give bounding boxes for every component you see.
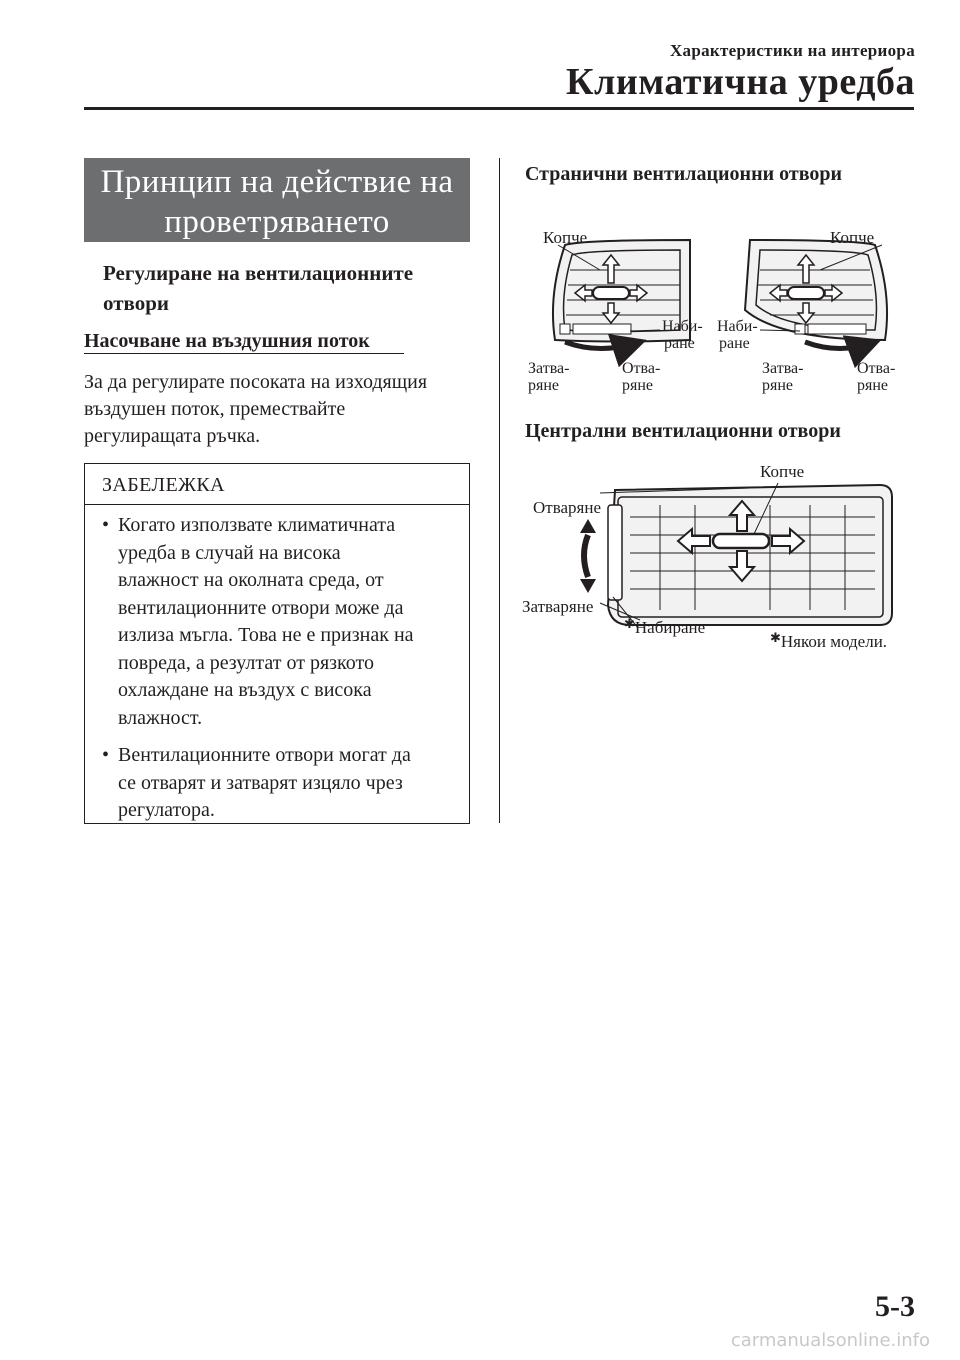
center-open-label: Отваряне bbox=[533, 498, 602, 517]
paragraph-line: въздушен поток, премествайте bbox=[84, 398, 346, 420]
airflow-heading: Насочване на въздушния поток bbox=[84, 330, 370, 352]
center-dial-label bbox=[624, 618, 705, 638]
right-open-label-line-2: ряне bbox=[857, 377, 889, 394]
header-rule bbox=[84, 107, 914, 110]
note-line: охлаждане на въздух с висока bbox=[118, 679, 372, 701]
right-side-vent-drawing bbox=[745, 240, 887, 349]
paragraph-line: За да регулирате посоката на изходящия bbox=[84, 371, 428, 393]
note-line: уредба в случай на висока bbox=[118, 541, 341, 564]
section-banner bbox=[84, 158, 470, 242]
left-close-label-line-1: Затва- bbox=[528, 360, 570, 377]
note-item bbox=[102, 742, 462, 825]
section-banner-line-2: проветряването bbox=[164, 204, 390, 240]
bullet: • bbox=[102, 514, 110, 536]
left-dial-label-line-2: ране bbox=[664, 335, 695, 352]
note-line: влажност на околната среда, от bbox=[118, 569, 384, 591]
right-dial-label bbox=[717, 318, 758, 352]
airflow-heading-underline bbox=[84, 353, 404, 354]
right-open-label-line-1: Отва- bbox=[857, 360, 896, 377]
running-section-label: Характеристики на интериора bbox=[669, 41, 915, 60]
right-dial-label-line-2: ране bbox=[719, 335, 750, 352]
subheading-line-1: Регулиране на вентилационните bbox=[103, 261, 414, 285]
left-dial-label-line-1: Наби- bbox=[662, 318, 703, 335]
note-line: повреда, а резултат от рязкото bbox=[118, 651, 374, 674]
paragraph-line: регулиращата ръчка. bbox=[84, 425, 261, 447]
some-models-text: Някои модели. bbox=[780, 632, 888, 651]
left-knob-label: Копче bbox=[543, 228, 588, 247]
center-vent-drawing bbox=[580, 483, 892, 628]
note-box bbox=[84, 463, 470, 824]
airflow-paragraph bbox=[84, 369, 474, 450]
right-knob-label: Копче bbox=[830, 228, 875, 247]
note-line: Вентилационните отвори могат да bbox=[118, 744, 411, 766]
page-number: 5-3 bbox=[875, 1290, 915, 1323]
section-banner-line-1: Принцип на действие на bbox=[100, 164, 454, 200]
note-line: вентилационните отвори може да bbox=[118, 596, 404, 619]
left-close-label bbox=[528, 360, 569, 394]
note-line: влажност. bbox=[118, 706, 203, 729]
note-line: излиза мъгла. Това не е признак на bbox=[118, 624, 414, 646]
some-models-note bbox=[770, 632, 887, 652]
subheading-line-2: отвори bbox=[103, 291, 170, 315]
running-section-title: Климатична уредба bbox=[565, 61, 915, 103]
asterisk-icon: ✱ bbox=[770, 630, 781, 645]
center-close-label: Затваряне bbox=[522, 597, 594, 616]
bullet: • bbox=[102, 744, 110, 766]
center-knob-label: Копче bbox=[760, 462, 805, 481]
note-list bbox=[102, 512, 462, 835]
right-close-label bbox=[762, 360, 803, 394]
right-dial-label-line-1: Наби- bbox=[717, 318, 758, 335]
center-dial-label-text: Набиране bbox=[634, 618, 706, 637]
right-close-label-line-1: Затва- bbox=[762, 360, 804, 377]
column-divider bbox=[499, 158, 500, 823]
center-vents-illustration bbox=[520, 455, 920, 655]
center-vents-heading: Централни вентилационни отвори bbox=[525, 420, 841, 442]
left-open-label-line-2: ряне bbox=[622, 377, 654, 394]
note-title: ЗАБЕЛЕЖКА bbox=[102, 474, 225, 496]
watermark: carmanualsonline.info bbox=[730, 1330, 930, 1351]
subheading bbox=[103, 258, 473, 318]
right-close-label-line-2: ряне bbox=[762, 377, 794, 394]
left-dial-label bbox=[662, 318, 703, 352]
right-open-label bbox=[857, 360, 895, 394]
left-open-label-line-1: Отва- bbox=[622, 360, 661, 377]
note-line: регулатора. bbox=[118, 799, 215, 821]
note-line: Когато използвате климатичната bbox=[118, 514, 396, 536]
note-line: се отварят и затварят изцяло чрез bbox=[118, 771, 403, 794]
note-item bbox=[102, 512, 462, 732]
asterisk-icon: ✱ bbox=[624, 616, 635, 631]
left-close-label-line-2: ряне bbox=[528, 377, 560, 394]
note-title-divider bbox=[85, 504, 469, 505]
side-vents-heading: Странични вентилационни отвори bbox=[525, 163, 843, 185]
left-open-label bbox=[622, 360, 660, 394]
